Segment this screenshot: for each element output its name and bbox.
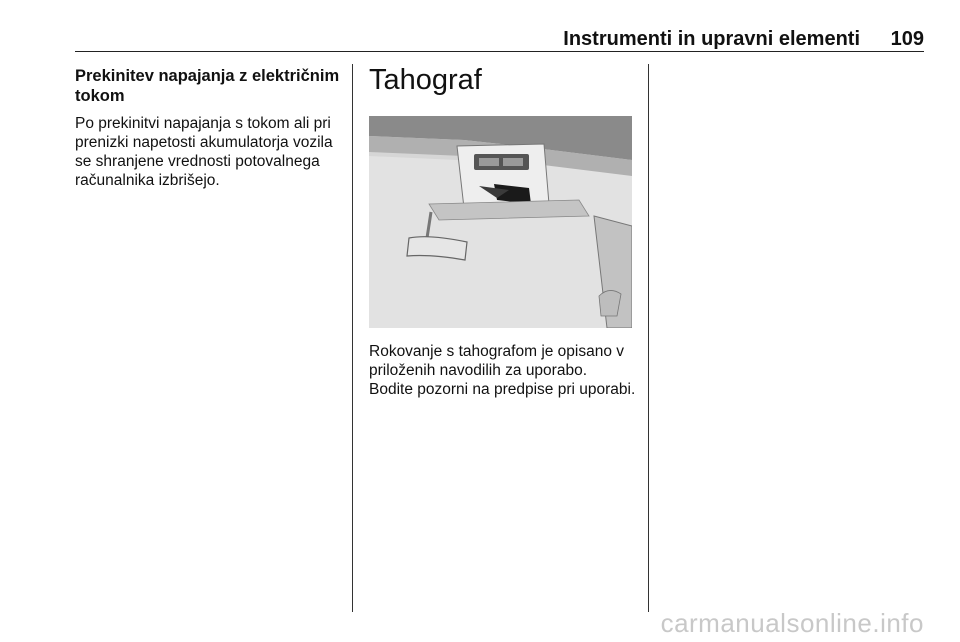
watermark: carmanualsonline.info	[660, 608, 924, 638]
section-body: Po prekinitvi napajanja s tokom ali pri prenizki napetosti akumulatorja vozila se shranjene vrednosti potovalnega računalnika izbrišejo.	[75, 115, 333, 189]
tachograph-section	[369, 62, 639, 398]
tachograph-paragraph-1: Rokovanje s tahografom je opisano v priloženih navodilih za uporabo.	[369, 343, 625, 379]
column-divider-left	[352, 64, 353, 612]
tachograph-illustration	[369, 116, 632, 328]
column-divider-right	[648, 64, 649, 612]
page-number: 109	[890, 28, 924, 50]
power-interruption-section	[75, 66, 345, 190]
header-title: Instrumenti in upravni elementi	[563, 28, 860, 50]
section-heading: Prekinitev napajanja z električnim tokom	[75, 67, 340, 105]
header-rule	[75, 51, 924, 52]
tachograph-illustration-drawing	[369, 116, 632, 328]
tachograph-paragraph-2: Bodite pozorni na predpise pri uporabi.	[369, 381, 636, 398]
tachograph-text	[369, 342, 639, 399]
tachograph-heading: Tahograf	[369, 64, 482, 96]
